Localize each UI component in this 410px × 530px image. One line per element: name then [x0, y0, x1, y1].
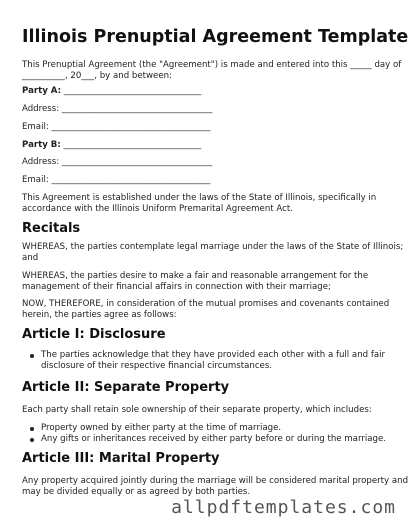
list-item: Any gifts or inheritances received by either party before or during the marriage. [22, 434, 386, 445]
governing-law-line-1: This Agreement is established under the laws of the State of Illinois, specifically in [22, 193, 377, 203]
article-3-line-1: Any property acquired jointly during the marriage will be considered marital property and [22, 476, 409, 486]
intro-line-2: __________, 20___, by and between: [22, 71, 172, 81]
governing-law-line-2: accordance with the Illinois Uniform Premarital Agreement Act. [22, 204, 293, 214]
recital-now-therefore-line-1: NOW, THEREFORE, in consideration of the mutual promises and covenants contained [22, 299, 390, 309]
recital-now-therefore-line-2: herein, the parties agree as follows: [22, 310, 177, 320]
party-a-email: Email: _____________________________________ [22, 122, 211, 132]
recitals-heading: Recitals [22, 221, 81, 236]
article-2-heading: Article II: Separate Property [22, 380, 230, 395]
watermark: allpdftemplates.com [171, 497, 396, 518]
party-b-label: Party B: [22, 140, 61, 150]
party-a-line: ________________________________ [61, 86, 202, 96]
list-item: Property owned by either party at the time of marriage. [22, 423, 386, 434]
party-b-email: Email: _____________________________________ [22, 175, 211, 185]
recital-whereas-2-line-2: management of their financial affairs in connection with their marriage; [22, 282, 331, 292]
article-1-bullet-line-2: disclosure of their respective financial circumstances. [41, 361, 273, 371]
article-2-list [22, 423, 386, 445]
recital-whereas-1-line-1: WHEREAS, the parties contemplate legal marriage under the laws of the State of Illinois; [22, 242, 404, 252]
party-a-label: Party A: [22, 86, 62, 96]
intro-line-1: This Prenuptial Agreement (the "Agreement") is made and entered into this _____ day of [22, 60, 402, 70]
recital-whereas-1-line-2: and [22, 253, 39, 263]
article-3-heading: Article III: Marital Property [22, 451, 220, 466]
party-b-line: ________________________________ [60, 140, 202, 150]
article-2-intro: Each party shall retain sole ownership of their separate property, which includes: [22, 405, 372, 415]
article-1-bullet-line-1: The parties acknowledge that they have provided each other with a full and fair [41, 350, 386, 360]
article-1-heading: Article I: Disclosure [22, 327, 166, 342]
article-3-line-2: may be divided equally or as agreed by both parties. [22, 487, 251, 497]
party-a-field [22, 86, 201, 97]
party-a-address: Address: ___________________________________ [22, 104, 213, 114]
recital-whereas-2-line-1: WHEREAS, the parties desire to make a fair and reasonable arrangement for the [22, 271, 369, 281]
party-b-address: Address: ___________________________________ [22, 157, 213, 167]
article-1-list [22, 350, 385, 372]
list-item [22, 350, 385, 372]
party-b-field [22, 140, 201, 151]
document-title: Illinois Prenuptial Agreement Template [22, 27, 409, 47]
